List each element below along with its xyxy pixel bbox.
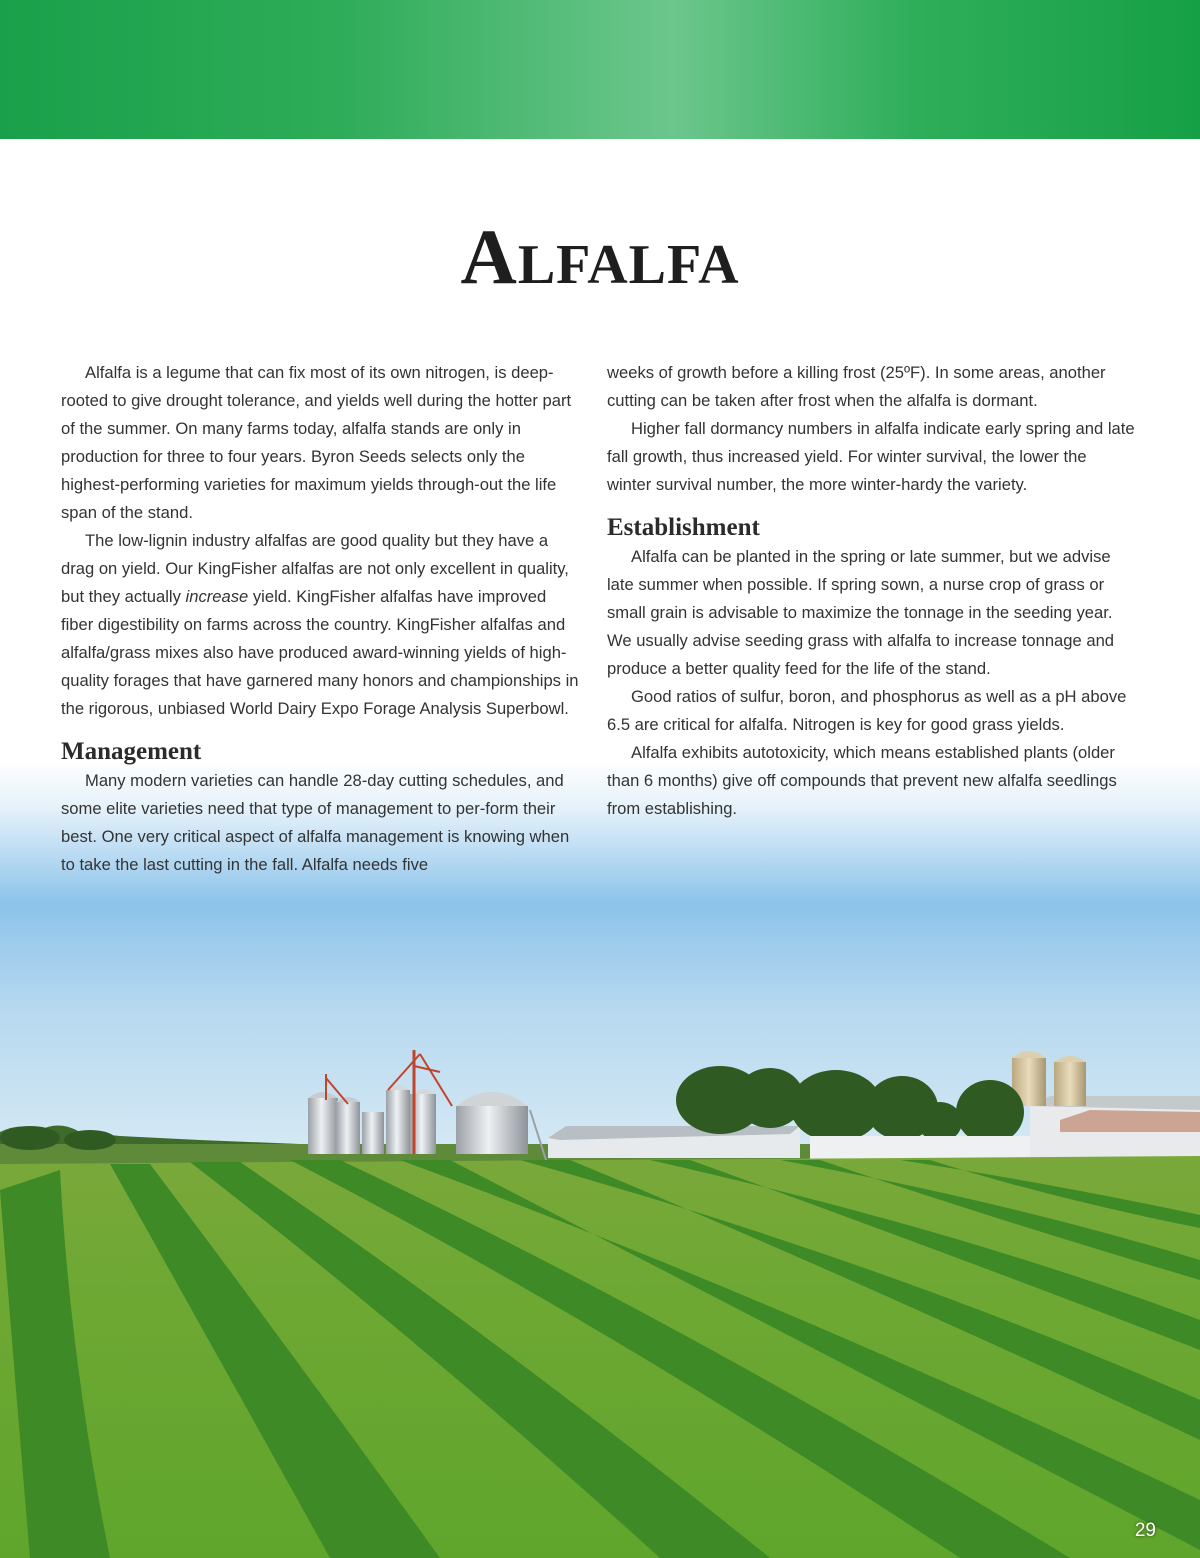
kingfisher-paragraph: The low-lignin industry alfalfas are good quality but they have a drag on yield. Our KingFisher alfalfas are not only excellent in quality, but they actually increase yield. KingFisher alfalfas have improved fiber digestibility on farms across the country. KingFisher alfalfas and alfalfa/grass mixes also have produced award-winning yields of high-quality forages that have garnered many honors and championships in the rigorous, unbiased World Dairy Expo Forage Analysis Superbowl. [61, 531, 579, 718]
management-heading: Management [61, 738, 202, 765]
header-band [0, 0, 1200, 139]
left-column [61, 359, 581, 879]
frost-paragraph: weeks of growth before a killing frost (25ºF). In some areas, another cutting can be taken after frost when the alfalfa is dormant. [607, 363, 1106, 410]
planting-paragraph: Alfalfa can be planted in the spring or late summer, but we advise late summer when possible. If spring sown, a nurse crop of grass or small grain is advisable to maximize the tonnage in the seeding year. We usually advise seeding grass with alfalfa to increase tonnage and produce a better quality feed for the life of the stand. [607, 547, 1115, 678]
autotoxicity-paragraph: Alfalfa exhibits autotoxicity, which means established plants (older than 6 months) give off compounds that prevent new alfalfa seedlings from establishing. [607, 743, 1117, 818]
establishment-heading: Establishment [607, 514, 760, 541]
page-title: ALFALFA [460, 213, 740, 300]
farm-field-photo [0, 760, 1200, 1558]
emphasis-increase: increase [185, 587, 249, 606]
page-number: 29 [1134, 1520, 1156, 1541]
nutrients-paragraph: Good ratios of sulfur, boron, and phosphorus as well as a pH above 6.5 are critical for alfalfa. Nitrogen is key for good grass yields. [607, 687, 1127, 734]
right-column [607, 359, 1135, 823]
dormancy-paragraph: Higher fall dormancy numbers in alfalfa indicate early spring and late fall growth, thus increased yield. For winter survival, the lower the winter survival number, the more winter-hardy the variety. [607, 419, 1135, 494]
intro-paragraph: Alfalfa is a legume that can fix most of its own nitrogen, is deep-rooted to give drought tolerance, and yields well during the hotter part of the summer. On many farms today, alfalfa stands are only in production for three to four years. Byron Seeds selects only the highest-performing varieties for maximum yields through-out the life span of the stand. [61, 363, 572, 522]
management-paragraph: Many modern varieties can handle 28-day cutting schedules, and some elite varieties need that type of management to per-form their best. One very critical aspect of alfalfa management is knowing when to take the last cutting in the fall. Alfalfa needs five [61, 771, 570, 874]
